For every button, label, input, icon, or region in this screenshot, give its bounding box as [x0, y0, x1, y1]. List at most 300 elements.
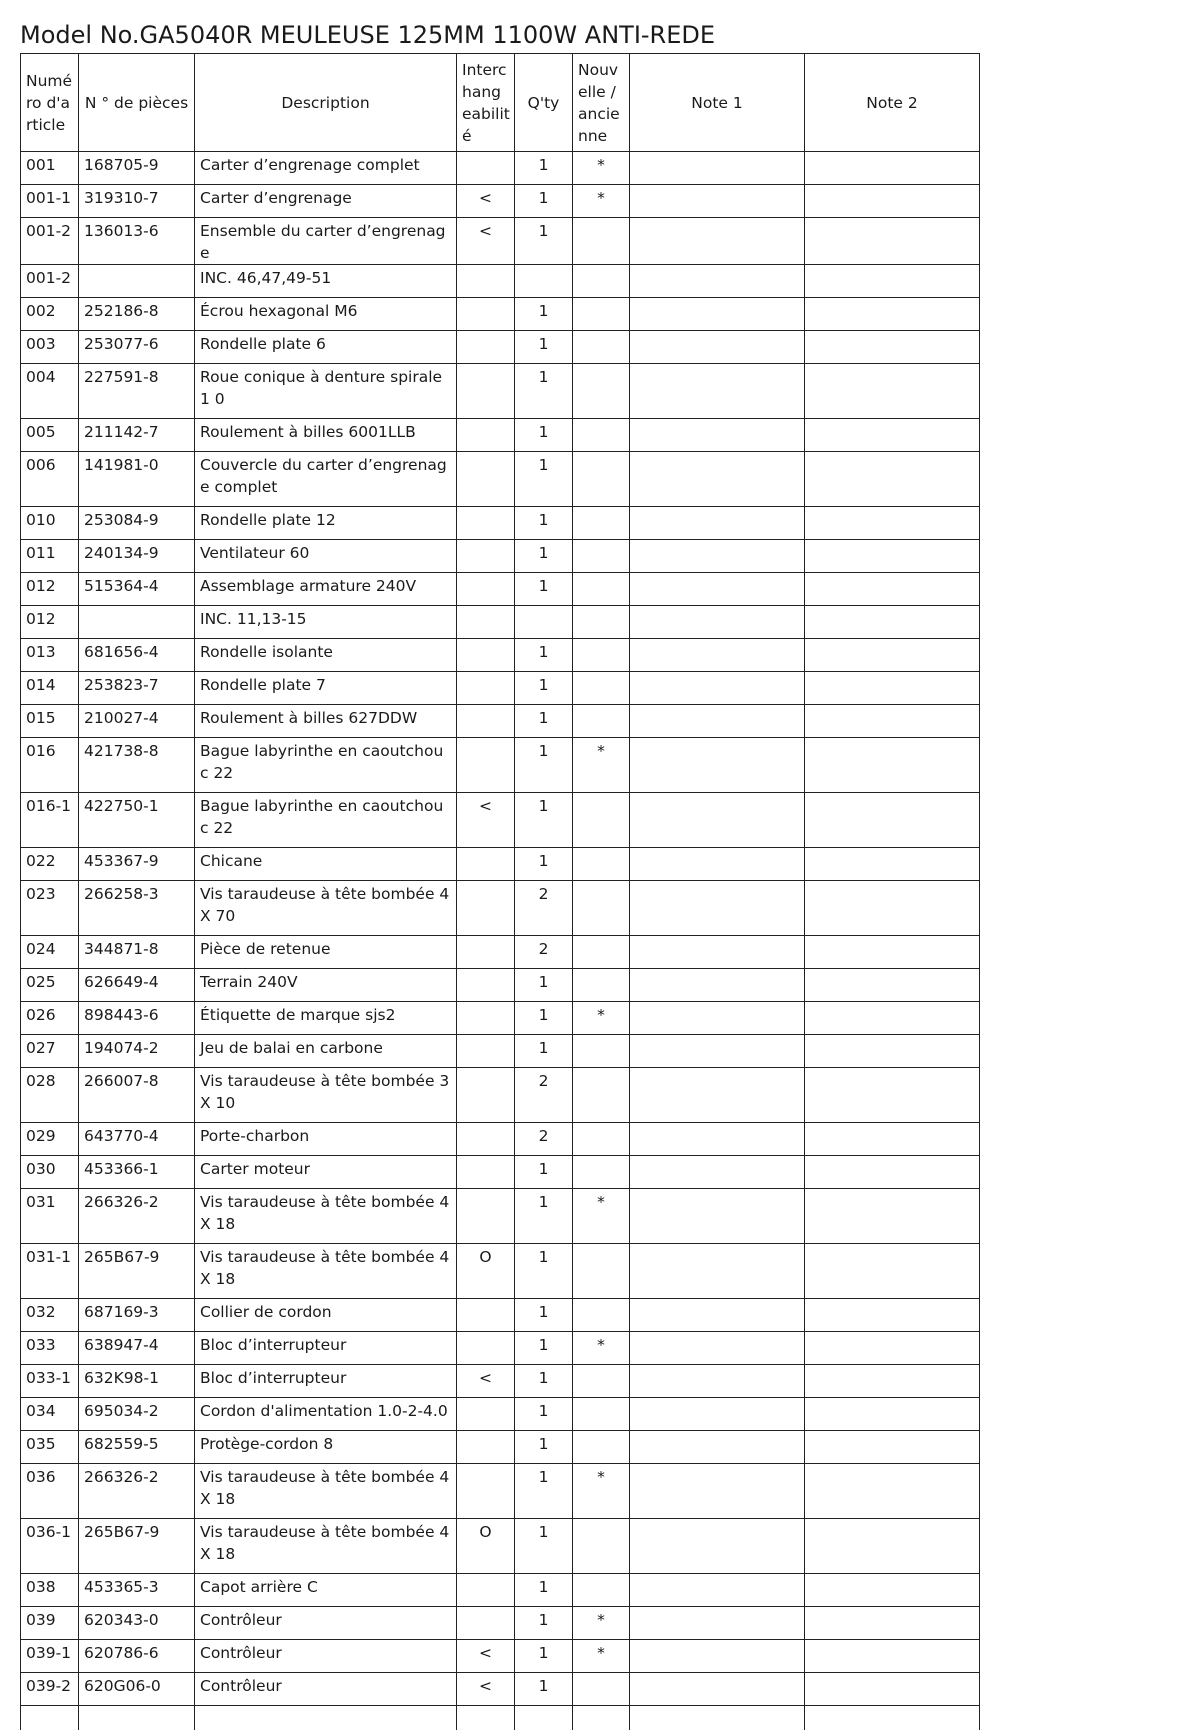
- cell-description: Jeu de balai en carbone: [195, 1035, 457, 1068]
- cell-description: Vis taraudeuse à tête bombée 3X 10: [195, 1068, 457, 1123]
- cell-quantity: 1: [515, 639, 573, 672]
- cell-item-number: 026: [21, 1002, 79, 1035]
- cell-note-1: [630, 848, 805, 881]
- empty-cell: [21, 1706, 79, 1730]
- cell-new-old: [573, 881, 630, 936]
- cell-item-number: 039-1: [21, 1640, 79, 1673]
- cell-interchangeability: <: [457, 1673, 515, 1706]
- cell-part-number: 515364-4: [79, 573, 195, 606]
- cell-note-1: [630, 1123, 805, 1156]
- cell-item-number: 039: [21, 1607, 79, 1640]
- cell-interchangeability: <: [457, 218, 515, 265]
- cell-interchangeability: [457, 152, 515, 185]
- cell-part-number: 453365-3: [79, 1574, 195, 1607]
- cell-new-old: [573, 1156, 630, 1189]
- cell-new-old: [573, 1574, 630, 1607]
- table-row: [21, 936, 980, 969]
- cell-interchangeability: [457, 419, 515, 452]
- cell-note-2: [805, 606, 980, 639]
- cell-quantity: 1: [515, 1156, 573, 1189]
- cell-item-number: 015: [21, 705, 79, 738]
- cell-new-old: [573, 1035, 630, 1068]
- cell-part-number: 620343-0: [79, 1607, 195, 1640]
- cell-new-old: [573, 419, 630, 452]
- cell-quantity: 1: [515, 1464, 573, 1519]
- cell-note-1: [630, 606, 805, 639]
- cell-interchangeability: [457, 1299, 515, 1332]
- cell-description: Cordon d'alimentation 1.0-2-4.0: [195, 1398, 457, 1431]
- cell-new-old: [573, 452, 630, 507]
- cell-note-2: [805, 1365, 980, 1398]
- cell-note-2: [805, 1640, 980, 1673]
- cell-part-number: 141981-0: [79, 452, 195, 507]
- cell-part-number: 643770-4: [79, 1123, 195, 1156]
- cell-item-number: 012: [21, 606, 79, 639]
- table-row: [21, 507, 980, 540]
- table-row: [21, 639, 980, 672]
- cell-interchangeability: <: [457, 185, 515, 218]
- cell-interchangeability: [457, 738, 515, 793]
- table-row: [21, 331, 980, 364]
- cell-interchangeability: [457, 1068, 515, 1123]
- cell-interchangeability: [457, 705, 515, 738]
- table-row: [21, 1299, 980, 1332]
- cell-note-1: [630, 1035, 805, 1068]
- empty-cell: [630, 1706, 805, 1730]
- cell-new-old: [573, 1519, 630, 1574]
- cell-quantity: 1: [515, 793, 573, 848]
- cell-note-1: [630, 152, 805, 185]
- cell-note-1: [630, 331, 805, 364]
- table-row: [21, 298, 980, 331]
- cell-new-old: [573, 1365, 630, 1398]
- table-row: [21, 1156, 980, 1189]
- cell-part-number: 266326-2: [79, 1464, 195, 1519]
- table-row: [21, 1398, 980, 1431]
- cell-quantity: 1: [515, 507, 573, 540]
- cell-interchangeability: [457, 606, 515, 639]
- cell-part-number: 681656-4: [79, 639, 195, 672]
- cell-quantity: 1: [515, 419, 573, 452]
- cell-quantity: 1: [515, 705, 573, 738]
- cell-item-number: 004: [21, 364, 79, 419]
- table-row: [21, 969, 980, 1002]
- cell-note-2: [805, 152, 980, 185]
- cell-description: Rondelle plate 7: [195, 672, 457, 705]
- cell-quantity: 1: [515, 298, 573, 331]
- cell-interchangeability: [457, 1398, 515, 1431]
- cell-new-old: *: [573, 1464, 630, 1519]
- cell-note-1: [630, 793, 805, 848]
- cell-quantity: 1: [515, 1365, 573, 1398]
- table-row: [21, 1464, 980, 1519]
- cell-note-1: [630, 738, 805, 793]
- cell-note-1: [630, 1189, 805, 1244]
- cell-note-2: [805, 331, 980, 364]
- cell-description: Contrôleur: [195, 1607, 457, 1640]
- cell-interchangeability: <: [457, 1640, 515, 1673]
- cell-part-number: [79, 265, 195, 298]
- cell-note-1: [630, 452, 805, 507]
- cell-interchangeability: [457, 1607, 515, 1640]
- cell-new-old: [573, 1398, 630, 1431]
- cell-quantity: 1: [515, 1299, 573, 1332]
- cell-item-number: 034: [21, 1398, 79, 1431]
- cell-item-number: 031-1: [21, 1244, 79, 1299]
- cell-new-old: [573, 969, 630, 1002]
- cell-new-old: [573, 540, 630, 573]
- cell-quantity: [515, 265, 573, 298]
- cell-interchangeability: [457, 1189, 515, 1244]
- cell-note-1: [630, 1398, 805, 1431]
- cell-note-1: [630, 1519, 805, 1574]
- table-row: [21, 265, 980, 298]
- cell-part-number: 626649-4: [79, 969, 195, 1002]
- header-part-number: N ° de pièces: [79, 54, 195, 152]
- cell-new-old: *: [573, 1189, 630, 1244]
- cell-item-number: 001-2: [21, 218, 79, 265]
- cell-note-1: [630, 1244, 805, 1299]
- table-row: [21, 1002, 980, 1035]
- cell-interchangeability: O: [457, 1519, 515, 1574]
- cell-description: Bloc d’interrupteur: [195, 1332, 457, 1365]
- table-row: [21, 848, 980, 881]
- table-row: [21, 1640, 980, 1673]
- cell-interchangeability: [457, 1464, 515, 1519]
- table-row: [21, 881, 980, 936]
- table-row: [21, 705, 980, 738]
- cell-interchangeability: [457, 1035, 515, 1068]
- cell-item-number: 029: [21, 1123, 79, 1156]
- cell-new-old: [573, 1123, 630, 1156]
- table-row: [21, 218, 980, 265]
- cell-part-number: 227591-8: [79, 364, 195, 419]
- cell-part-number: 265B67-9: [79, 1519, 195, 1574]
- cell-note-1: [630, 1607, 805, 1640]
- header-note-1: Note 1: [630, 54, 805, 152]
- cell-note-2: [805, 1299, 980, 1332]
- table-row: [21, 1244, 980, 1299]
- cell-new-old: [573, 1244, 630, 1299]
- cell-description: Couvercle du carter d’engrenage complet: [195, 452, 457, 507]
- cell-interchangeability: <: [457, 793, 515, 848]
- cell-quantity: 1: [515, 364, 573, 419]
- table-row: [21, 540, 980, 573]
- cell-description: Roulement à billes 627DDW: [195, 705, 457, 738]
- cell-description: Carter d’engrenage: [195, 185, 457, 218]
- cell-new-old: *: [573, 1640, 630, 1673]
- cell-note-1: [630, 1002, 805, 1035]
- cell-part-number: 194074-2: [79, 1035, 195, 1068]
- cell-part-number: 319310-7: [79, 185, 195, 218]
- cell-note-2: [805, 1035, 980, 1068]
- table-row: [21, 1035, 980, 1068]
- cell-new-old: [573, 1068, 630, 1123]
- cell-description: Contrôleur: [195, 1640, 457, 1673]
- cell-description: Protège-cordon 8: [195, 1431, 457, 1464]
- cell-note-1: [630, 265, 805, 298]
- cell-note-1: [630, 573, 805, 606]
- cell-note-1: [630, 1431, 805, 1464]
- cell-description: INC. 46,47,49-51: [195, 265, 457, 298]
- cell-new-old: [573, 218, 630, 265]
- cell-note-2: [805, 1431, 980, 1464]
- cell-note-2: [805, 1332, 980, 1365]
- cell-quantity: 1: [515, 848, 573, 881]
- table-row: [21, 606, 980, 639]
- cell-new-old: *: [573, 152, 630, 185]
- cell-interchangeability: [457, 573, 515, 606]
- cell-interchangeability: [457, 507, 515, 540]
- cell-description: Écrou hexagonal M6: [195, 298, 457, 331]
- cell-note-2: [805, 452, 980, 507]
- cell-interchangeability: [457, 936, 515, 969]
- cell-part-number: 253084-9: [79, 507, 195, 540]
- cell-note-2: [805, 419, 980, 452]
- cell-new-old: [573, 793, 630, 848]
- cell-description: Rondelle isolante: [195, 639, 457, 672]
- cell-interchangeability: [457, 1431, 515, 1464]
- cell-quantity: 1: [515, 1640, 573, 1673]
- cell-item-number: 025: [21, 969, 79, 1002]
- cell-part-number: 638947-4: [79, 1332, 195, 1365]
- cell-new-old: [573, 507, 630, 540]
- parts-table: [20, 53, 980, 1730]
- cell-note-2: [805, 1068, 980, 1123]
- cell-note-1: [630, 705, 805, 738]
- cell-item-number: 006: [21, 452, 79, 507]
- cell-part-number: 253077-6: [79, 331, 195, 364]
- cell-item-number: 010: [21, 507, 79, 540]
- cell-note-2: [805, 672, 980, 705]
- cell-part-number: 266258-3: [79, 881, 195, 936]
- cell-part-number: 695034-2: [79, 1398, 195, 1431]
- empty-cell: [573, 1706, 630, 1730]
- cell-description: Bloc d’interrupteur: [195, 1365, 457, 1398]
- cell-note-2: [805, 218, 980, 265]
- cell-note-2: [805, 969, 980, 1002]
- cell-quantity: 1: [515, 185, 573, 218]
- cell-part-number: 344871-8: [79, 936, 195, 969]
- cell-part-number: 168705-9: [79, 152, 195, 185]
- cell-quantity: 1: [515, 218, 573, 265]
- cell-interchangeability: [457, 364, 515, 419]
- cell-interchangeability: [457, 639, 515, 672]
- cell-item-number: 005: [21, 419, 79, 452]
- cell-note-1: [630, 1365, 805, 1398]
- cell-note-2: [805, 540, 980, 573]
- cell-part-number: 453366-1: [79, 1156, 195, 1189]
- cell-item-number: 038: [21, 1574, 79, 1607]
- cell-interchangeability: [457, 1002, 515, 1035]
- table-row: [21, 152, 980, 185]
- cell-interchangeability: <: [457, 1365, 515, 1398]
- cell-note-2: [805, 738, 980, 793]
- cell-new-old: *: [573, 1002, 630, 1035]
- cell-note-1: [630, 1156, 805, 1189]
- cell-quantity: 1: [515, 1398, 573, 1431]
- empty-cell: [515, 1706, 573, 1730]
- cell-note-1: [630, 1673, 805, 1706]
- cell-part-number: 422750-1: [79, 793, 195, 848]
- cell-item-number: 033: [21, 1332, 79, 1365]
- header-quantity: Q'ty: [515, 54, 573, 152]
- cell-new-old: [573, 364, 630, 419]
- cell-interchangeability: [457, 298, 515, 331]
- cell-quantity: 1: [515, 672, 573, 705]
- cell-note-1: [630, 1464, 805, 1519]
- cell-description: Étiquette de marque sjs2: [195, 1002, 457, 1035]
- header-new-old: Nouv elle / ancie nne: [573, 54, 630, 152]
- cell-description: Chicane: [195, 848, 457, 881]
- cell-note-1: [630, 419, 805, 452]
- cell-part-number: 266326-2: [79, 1189, 195, 1244]
- cell-description: Carter moteur: [195, 1156, 457, 1189]
- cell-part-number: 632K98-1: [79, 1365, 195, 1398]
- cell-description: Roue conique à denture spirale 1 0: [195, 364, 457, 419]
- cell-interchangeability: [457, 265, 515, 298]
- cell-quantity: 1: [515, 1244, 573, 1299]
- cell-new-old: [573, 331, 630, 364]
- cell-new-old: [573, 606, 630, 639]
- cell-note-2: [805, 298, 980, 331]
- cell-note-1: [630, 1640, 805, 1673]
- cell-item-number: 035: [21, 1431, 79, 1464]
- cell-item-number: 039-2: [21, 1673, 79, 1706]
- cell-description: Ensemble du carter d’engrenage: [195, 218, 457, 265]
- cell-note-2: [805, 793, 980, 848]
- cell-note-2: [805, 265, 980, 298]
- cell-new-old: *: [573, 185, 630, 218]
- cell-new-old: [573, 1299, 630, 1332]
- table-row: [21, 364, 980, 419]
- cell-note-2: [805, 185, 980, 218]
- cell-part-number: 620786-6: [79, 1640, 195, 1673]
- table-row: [21, 452, 980, 507]
- cell-part-number: 211142-7: [79, 419, 195, 452]
- cell-new-old: [573, 265, 630, 298]
- cell-item-number: 016: [21, 738, 79, 793]
- cell-note-1: [630, 364, 805, 419]
- cell-description: Carter d’engrenage complet: [195, 152, 457, 185]
- cell-note-1: [630, 881, 805, 936]
- cell-interchangeability: [457, 672, 515, 705]
- cell-description: Bague labyrinthe en caoutchouc 22: [195, 793, 457, 848]
- cell-interchangeability: [457, 848, 515, 881]
- cell-quantity: 1: [515, 1332, 573, 1365]
- cell-note-2: [805, 1156, 980, 1189]
- cell-item-number: 012: [21, 573, 79, 606]
- table-row: [21, 1673, 980, 1706]
- cell-description: Collier de cordon: [195, 1299, 457, 1332]
- cell-description: Bague labyrinthe en caoutchouc 22: [195, 738, 457, 793]
- cell-item-number: 011: [21, 540, 79, 573]
- cell-quantity: 1: [515, 1607, 573, 1640]
- cell-new-old: [573, 573, 630, 606]
- cell-part-number: 453367-9: [79, 848, 195, 881]
- cell-interchangeability: [457, 881, 515, 936]
- cell-new-old: [573, 1431, 630, 1464]
- cell-interchangeability: [457, 1574, 515, 1607]
- cell-description: Roulement à billes 6001LLB: [195, 419, 457, 452]
- cell-note-2: [805, 1574, 980, 1607]
- cell-quantity: [515, 606, 573, 639]
- table-row: [21, 1068, 980, 1123]
- table-row: [21, 573, 980, 606]
- table-row: [21, 738, 980, 793]
- cell-note-2: [805, 1673, 980, 1706]
- cell-description: Vis taraudeuse à tête bombée 4X 70: [195, 881, 457, 936]
- cell-item-number: 023: [21, 881, 79, 936]
- table-row: [21, 1607, 980, 1640]
- table-row: [21, 1431, 980, 1464]
- cell-note-2: [805, 1464, 980, 1519]
- cell-quantity: 1: [515, 1673, 573, 1706]
- cell-note-1: [630, 1574, 805, 1607]
- cell-item-number: 028: [21, 1068, 79, 1123]
- cell-quantity: 2: [515, 1123, 573, 1156]
- cell-new-old: [573, 705, 630, 738]
- table-row: [21, 1123, 980, 1156]
- cell-note-1: [630, 298, 805, 331]
- cell-note-2: [805, 705, 980, 738]
- cell-interchangeability: [457, 540, 515, 573]
- cell-note-1: [630, 969, 805, 1002]
- cell-item-number: 016-1: [21, 793, 79, 848]
- cell-interchangeability: [457, 969, 515, 1002]
- cell-quantity: 1: [515, 1574, 573, 1607]
- cell-item-number: 013: [21, 639, 79, 672]
- cell-note-2: [805, 507, 980, 540]
- cell-new-old: [573, 639, 630, 672]
- cell-quantity: 1: [515, 152, 573, 185]
- cell-part-number: 136013-6: [79, 218, 195, 265]
- cell-note-2: [805, 1002, 980, 1035]
- cell-description: Porte-charbon: [195, 1123, 457, 1156]
- table-row: [21, 1574, 980, 1607]
- cell-quantity: 1: [515, 1431, 573, 1464]
- cell-item-number: 024: [21, 936, 79, 969]
- cell-note-2: [805, 1607, 980, 1640]
- cell-note-2: [805, 1519, 980, 1574]
- cell-description: Vis taraudeuse à tête bombée 4X 18: [195, 1464, 457, 1519]
- cell-quantity: 2: [515, 1068, 573, 1123]
- cell-note-1: [630, 1068, 805, 1123]
- cell-description: Ventilateur 60: [195, 540, 457, 573]
- cell-item-number: 036-1: [21, 1519, 79, 1574]
- cell-item-number: 033-1: [21, 1365, 79, 1398]
- cell-part-number: 252186-8: [79, 298, 195, 331]
- table-row: [21, 1519, 980, 1574]
- cell-new-old: [573, 298, 630, 331]
- cell-quantity: 2: [515, 936, 573, 969]
- table-row: [21, 419, 980, 452]
- cell-note-2: [805, 1189, 980, 1244]
- cell-note-1: [630, 639, 805, 672]
- cell-description: INC. 11,13-15: [195, 606, 457, 639]
- cell-quantity: 1: [515, 1002, 573, 1035]
- cell-part-number: 253823-7: [79, 672, 195, 705]
- cell-part-number: 265B67-9: [79, 1244, 195, 1299]
- cell-description: Assemblage armature 240V: [195, 573, 457, 606]
- cell-part-number: 620G06-0: [79, 1673, 195, 1706]
- cell-item-number: 001-2: [21, 265, 79, 298]
- cell-part-number: 266007-8: [79, 1068, 195, 1123]
- cell-part-number: [79, 606, 195, 639]
- table-row: [21, 672, 980, 705]
- cell-item-number: 022: [21, 848, 79, 881]
- cell-quantity: 1: [515, 331, 573, 364]
